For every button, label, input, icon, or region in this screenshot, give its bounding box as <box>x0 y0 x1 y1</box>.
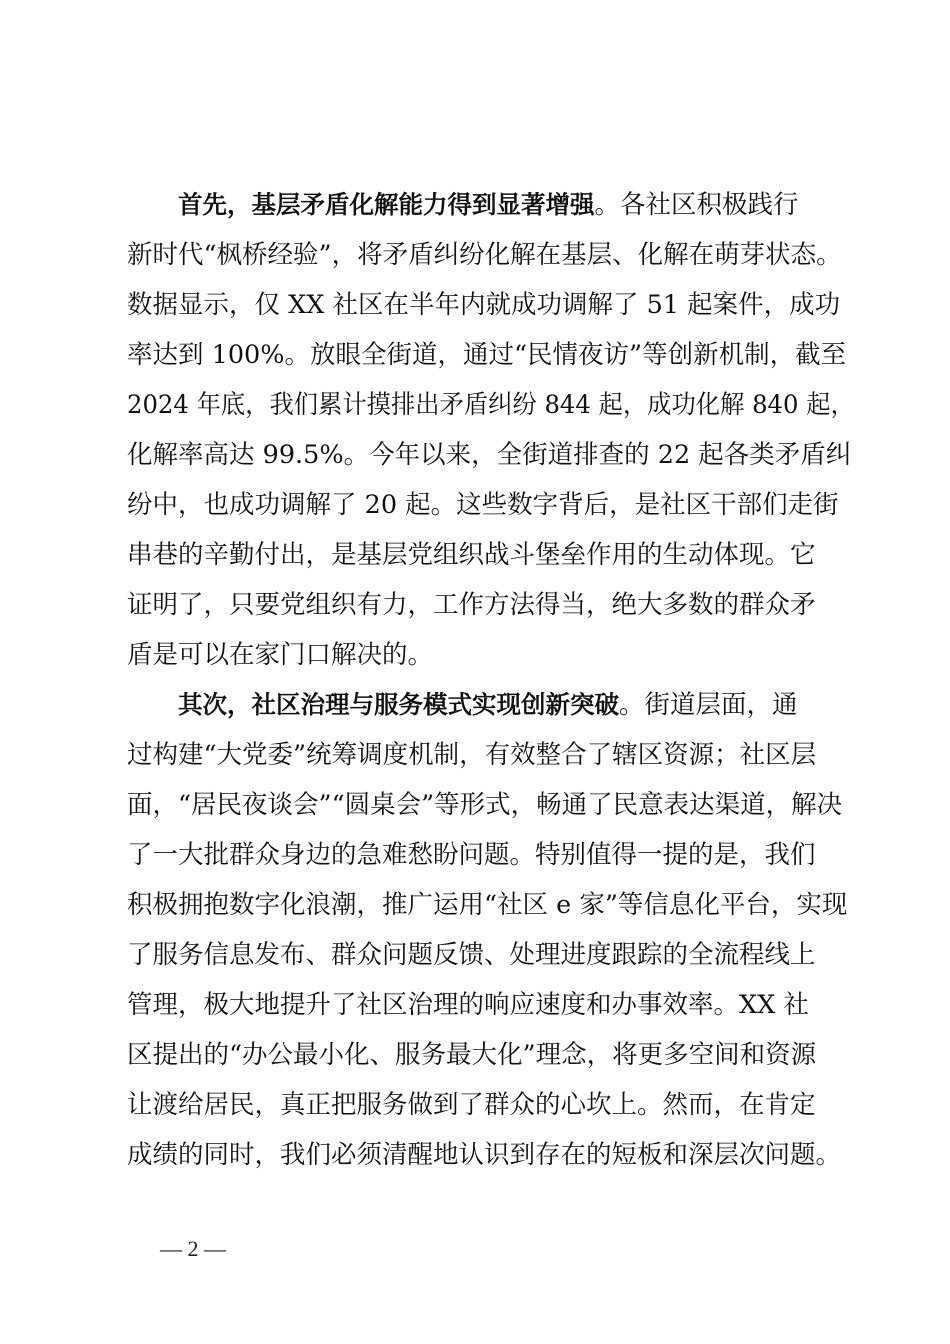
paragraph-2-text: 。街道层面，通 <box>619 690 798 720</box>
paragraph-1-line-4: 率达到 100%。放眼全街道，通过“民情夜访”等创新机制，截至 <box>127 340 847 370</box>
paragraph-1-line-1 <box>178 180 799 230</box>
paragraph-1-line-9: 证明了，只要党组织有力，工作方法得当，绝大多数的群众矛 <box>127 590 816 620</box>
paragraph-2-line-9: 让渡给居民，真正把服务做到了群众的心坎上。然而，在肯定 <box>127 1090 816 1120</box>
paragraph-2-line-8: 区提出的“办公最小化、服务最大化”理念，将更多空间和资源 <box>127 1040 817 1070</box>
paragraph-2-lead: 其次，社区治理与服务模式实现创新突破 <box>178 690 619 719</box>
paragraph-2-line-7: 管理，极大地提升了社区治理的响应速度和办事效率。XX 社 <box>127 990 809 1020</box>
page-number: — 2 — <box>160 1236 226 1261</box>
paragraph-2-line-4: 了一大批群众身边的急难愁盼问题。特别值得一提的是，我们 <box>127 840 816 870</box>
paragraph-1-line-3: 数据显示，仅 XX 社区在半年内就成功调解了 51 起案件，成功 <box>127 290 841 320</box>
paragraph-2-line-5: 积极拥抱数字化浪潮，推广运用“社区 e 家”等信息化平台，实现 <box>127 890 848 920</box>
paragraph-1-line-10: 盾是可以在家门口解决的。 <box>127 640 434 670</box>
paragraph-2-line-2: 过构建“大党委”统筹调度机制，有效整合了辖区资源；社区层 <box>127 740 817 770</box>
paragraph-1-line-2: 新时代“枫桥经验”，将矛盾纠纷化解在基层、化解在萌芽状态。 <box>127 240 842 270</box>
paragraph-1-line-6: 化解率高达 99.5%。今年以来，全街道排查的 22 起各类矛盾纠 <box>127 440 852 470</box>
paragraph-1-line-7: 纷中，也成功调解了 20 起。这些数字背后，是社区干部们走街 <box>127 490 839 520</box>
paragraph-2-line-3: 面，“居民夜谈会”“圆桌会”等形式，畅通了民意表达渠道，解决 <box>127 790 843 820</box>
paragraph-1-lead: 首先，基层矛盾化解能力得到显著增强 <box>178 190 595 219</box>
paragraph-2-line-6: 了服务信息发布、群众问题反馈、处理进度跟踪的全流程线上 <box>127 940 816 970</box>
paragraph-1-line-8: 串巷的辛勤付出，是基层党组织战斗堡垒作用的生动体现。它 <box>127 540 816 570</box>
paragraph-1-line-5: 2024 年底，我们累计摸排出矛盾纠纷 844 起，成功化解 840 起， <box>127 390 855 420</box>
paragraph-2-line-10: 成绩的同时，我们必须清醒地认识到存在的短板和深层次问题。 <box>127 1140 842 1170</box>
paragraph-1-text: 。各社区积极践行 <box>594 190 799 220</box>
paragraph-2-line-1 <box>178 680 798 730</box>
